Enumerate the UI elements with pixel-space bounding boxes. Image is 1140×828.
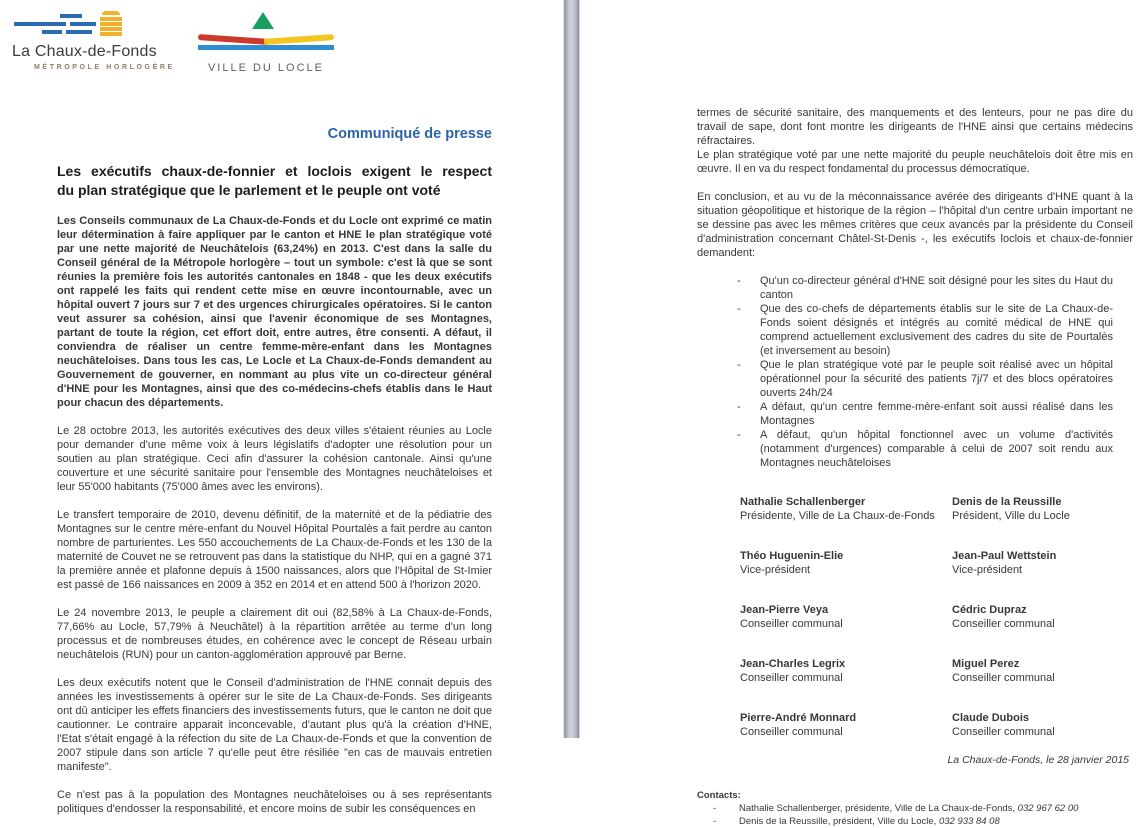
signatory-name: Pierre-André Monnard — [740, 712, 857, 724]
lead-paragraph: Les Conseils communaux de La Chaux-de-Fonds et du Locle ont exprimé ce matin leur détermination à faire appliquer par le canton et HNE le plan stratégique voté par une nette majorité de Neuchâtelois (63,24%) en 2013. C'est dans la salle du Conseil général de la Métropole horlogère – tout un symbole: c'est là que se sont réunies la première fois les autorités cantonales en 1848 - que les deux exécutifs ont rappelé les faits qui rendent cette mise en œuvre incontournable, avec un hôpital ouvert 7 jours sur 7 et des urgences chirurgicales opératoires. Si le canton veut assurer sa cohésion, ainsi que l'avenir économique de ses Montagnes, partant de toute la région, cet effort doit, entre autres, être consenti. A défaut, il conviendra de réaliser un centre femme-mère-enfant dans les Montagnes neuchâteloises. Dans tous les cas, Le Locle et La Chaux-de-Fonds demandent au Gouvernement de gouverner, en nommant au plus vite un co-directeur général d'HNE pour les Montagnes, ainsi que des co-médecins-chefs établis dans le Haut pour chacun des départements. — [57, 215, 492, 409]
signatory-role: Conseiller communal — [740, 671, 843, 684]
signatory-name: Cédric Dupraz — [952, 604, 1027, 616]
signatory — [952, 496, 1133, 523]
list-item — [737, 274, 1113, 302]
ville-du-locle-logo — [198, 12, 334, 74]
signatory-name: Miguel Perez — [952, 658, 1020, 670]
signatory-name: Denis de la Reussille — [952, 496, 1062, 508]
signatory — [740, 604, 952, 631]
contact-person: Nathalie Schallenberger, présidente, Ville de La Chaux-de-Fonds, — [739, 803, 1018, 814]
press-release-title — [57, 162, 492, 200]
page-gap-shadow — [563, 0, 580, 738]
page-2 — [580, 0, 1140, 827]
paragraph: Le transfert temporaire de 2010, devenu définitif, de la maternité et de la pédiatrie des Montagnes sur le centre mère-enfant du Nouvel Hôpital Pourtalès a fait perdre au canton nombre de parturientes. Les 550 accouchements de La Chaux-de-Fonds et les 130 de la maternité de Couvet ne se retrouvent pas dans la statistique du NHP, qui en a gagné 371 la première année et plafonne depuis à 1500 naissances, alors que l'Hôpital de St-Imier est passé de 166 naissances en 2009 à 352 en 2014 et en attend 500 à l'horizon 2020. — [57, 509, 492, 591]
paragraph: Le 28 octobre 2013, les autorités exécutives des deux villes s'étaient réunies au Locle pour demander d'une même voix à leurs législatifs d'adopter une résolution pour un soutien au plan stratégique. Ceci afin d'assurer la cohésion cantonale. Ainsi qu'une couverture et une sécurité sanitaire pour l'ensemble des Montagnes neuchâteloises et leur 55'000 habitants (75'000 âmes avec les environs). — [57, 425, 492, 493]
list-item — [737, 302, 1113, 358]
list-item-text: A défaut, qu'un hôpital fonctionnel avec un volume d'activités (notamment d'urgences) comparable à celui de 2007 soit rendu aux Montagnes neuchâteloises — [760, 429, 1113, 469]
title-line: Les exécutifs chaux-de-fonnier et loclois exigent le respect — [57, 163, 492, 179]
signatory-name: Claude Dubois — [952, 712, 1030, 724]
contacts-label: Contacts: — [697, 790, 741, 801]
demands-list — [737, 274, 1113, 470]
paragraph: Le plan stratégique voté par une nette majorité du peuple neuchâtelois doit être mis en œuvre. Il en va du respect fondamental du processus démocratique. — [697, 149, 1133, 175]
signatory-name: Théo Huguenin-Elie — [740, 550, 844, 562]
signatory-role: Conseiller communal — [740, 617, 843, 630]
logo-bar — [42, 30, 62, 34]
signatory-role: Présidente, Ville de La Chaux-de-Fonds — [740, 509, 935, 522]
contact-phone: 032 933 84 08 — [938, 816, 1000, 827]
locle-logo-wordmark: VILLE DU LOCLE — [207, 62, 325, 74]
signatory — [740, 712, 952, 739]
signatory — [740, 496, 952, 523]
list-item — [737, 358, 1113, 400]
signatory — [952, 550, 1133, 577]
paragraph: Ce n'est pas à la population des Montagnes neuchâteloises ou à ses représentants politiques d'endosser la responsabilité, et encore moins de subir les conséquences en — [57, 789, 492, 815]
contact-text — [739, 802, 1078, 815]
signatory-role: Conseiller communal — [952, 725, 1055, 738]
signatory-role: Conseiller communal — [740, 725, 843, 738]
signatory-role: Conseiller communal — [952, 671, 1055, 684]
contact-phone: 032 967 62 00 — [1017, 803, 1079, 814]
page-1-body — [57, 126, 492, 816]
la-chaux-de-fonds-logo — [12, 10, 175, 71]
dateline: La Chaux-de-Fonds, le 28 janvier 2015 — [947, 754, 1129, 766]
signatory-name: Jean-Charles Legrix — [740, 658, 846, 670]
dash-bullet: - — [713, 803, 717, 814]
paragraph: Le 24 novembre 2013, le peuple a clairement dit oui (82,58% à La Chaux-de-Fonds, 77,66% au Locle, 57,79% à Neuchâtel) à la répartition arrêtée au terme d'un long processus et de nombreuses études, en cohérence avec le concept de Réseau urbain neuchâtelois (RUN) pour un canton-agglomération approuvé par Berne. — [57, 607, 492, 661]
dash-bullet: - — [713, 816, 717, 827]
cdf-logo-tagline: MÉTROPOLE HORLOGÈRE — [34, 64, 175, 71]
logo-bar — [100, 22, 122, 26]
dash-bullet: - — [737, 303, 741, 315]
dash-bullet: - — [737, 275, 741, 287]
cdf-logo-wordmark: La Chaux-de-Fonds — [12, 43, 157, 60]
press-release-kicker: Communiqué de presse — [327, 126, 492, 142]
signatory — [740, 658, 952, 685]
dash-bullet: - — [737, 359, 741, 371]
logo-bar — [60, 14, 82, 18]
list-item-text: Que le plan stratégique voté par le peuple soit réalisé avec un hôpital opérationnel pour la sécurité des patients 7j/7 et des blocs opératoires ouverts 24h/24 — [760, 359, 1113, 399]
dash-bullet: - — [737, 401, 741, 413]
yellow-band — [264, 34, 334, 45]
paragraph: termes de sécurité sanitaire, des manquements et des lenteurs, pour ne pas dire du travail de sape, dont font montre les dirigeants de l'HNE ainsi que certains médecins réfractaires. — [697, 107, 1133, 147]
list-item — [737, 428, 1113, 470]
page-2-body — [697, 106, 1133, 828]
signatory-role: Vice-président — [740, 563, 811, 576]
contact-text — [739, 815, 1000, 828]
title-line: du plan stratégique que le parlement et le peuple ont voté — [57, 182, 441, 198]
logo-bar — [100, 17, 122, 21]
logo-bar — [100, 32, 122, 36]
signatory-name: Jean-Pierre Veya — [740, 604, 829, 616]
list-item-text: Que des co-chefs de départements établis sur le site de La Chaux-de-Fonds soient désignés et intégrés au comité médical de HNE qui comprend actuellement exclusivement des cadres du site de Pourtalès (et inversement au besoin) — [760, 303, 1113, 357]
list-item-text: Qu'un co-directeur général d'HNE soit désigné pour les sites du Haut du canton — [760, 275, 1113, 301]
signatory-name: Nathalie Schallenberger — [740, 496, 866, 508]
signatory-role: Vice-président — [952, 563, 1023, 576]
logo-bar — [66, 30, 92, 34]
contacts-block — [697, 789, 1133, 828]
signatory — [952, 658, 1133, 685]
red-band — [198, 34, 268, 45]
paragraph: Les deux exécutifs notent que le Conseil d'administration de l'HNE connait depuis des années les investissements à opérer sur le site de La Chaux-de-Fonds. Ses dirigeants ont dû anticiper les effets financiers des investissements futurs, que le canton ne doit que cautionner. Le contraire apparait inconcevable, d'autant plus qu'à la création d'HNE, l'Etat s'était engagé à la réfection du site de La Chaux-de-Fonds et que la convention de 2007 stipule dans son article 7 qu'elle peut être résiliée "en cas de mauvais entretien manifeste". — [57, 677, 492, 773]
green-triangle-icon — [252, 12, 274, 29]
contact-person: Denis de la Reussille, président, Ville du Locle, — [739, 816, 939, 827]
dash-bullet: - — [737, 429, 741, 441]
list-item — [737, 400, 1113, 428]
contact-item — [697, 802, 1133, 815]
logo-bar — [102, 11, 120, 15]
cdf-logo-skyline — [14, 10, 126, 37]
list-item-text: A défaut, qu'un centre femme-mère-enfant soit aussi réalisé dans les Montagnes — [760, 401, 1113, 427]
logo-bar — [14, 22, 66, 26]
signatory — [740, 550, 952, 577]
logo-bar — [70, 22, 96, 26]
logo-bar — [100, 27, 122, 31]
signatory-role: Président, Ville du Locle — [952, 509, 1070, 522]
blue-band — [198, 45, 334, 50]
signatory — [952, 604, 1133, 631]
signatory-role: Conseiller communal — [952, 617, 1055, 630]
signatory — [952, 712, 1133, 739]
signatory-name: Jean-Paul Wettstein — [952, 550, 1057, 562]
page-1 — [0, 0, 563, 815]
contact-item — [697, 815, 1133, 828]
paragraph: En conclusion, et au vu de la méconnaissance avérée des dirigeants d'HNE quant à la situation géopolitique et historique de la région – l'hôpital d'un centre urbain important ne se dessine pas avec les mêmes critères que ceux avancés par la présidente du Conseil d'administration concernant Châtel-St-Denis -, les exécutifs loclois et chaux-de-fonnier demandent: — [697, 191, 1133, 259]
signatories-grid — [740, 496, 1133, 739]
locle-logo-art — [198, 12, 334, 52]
